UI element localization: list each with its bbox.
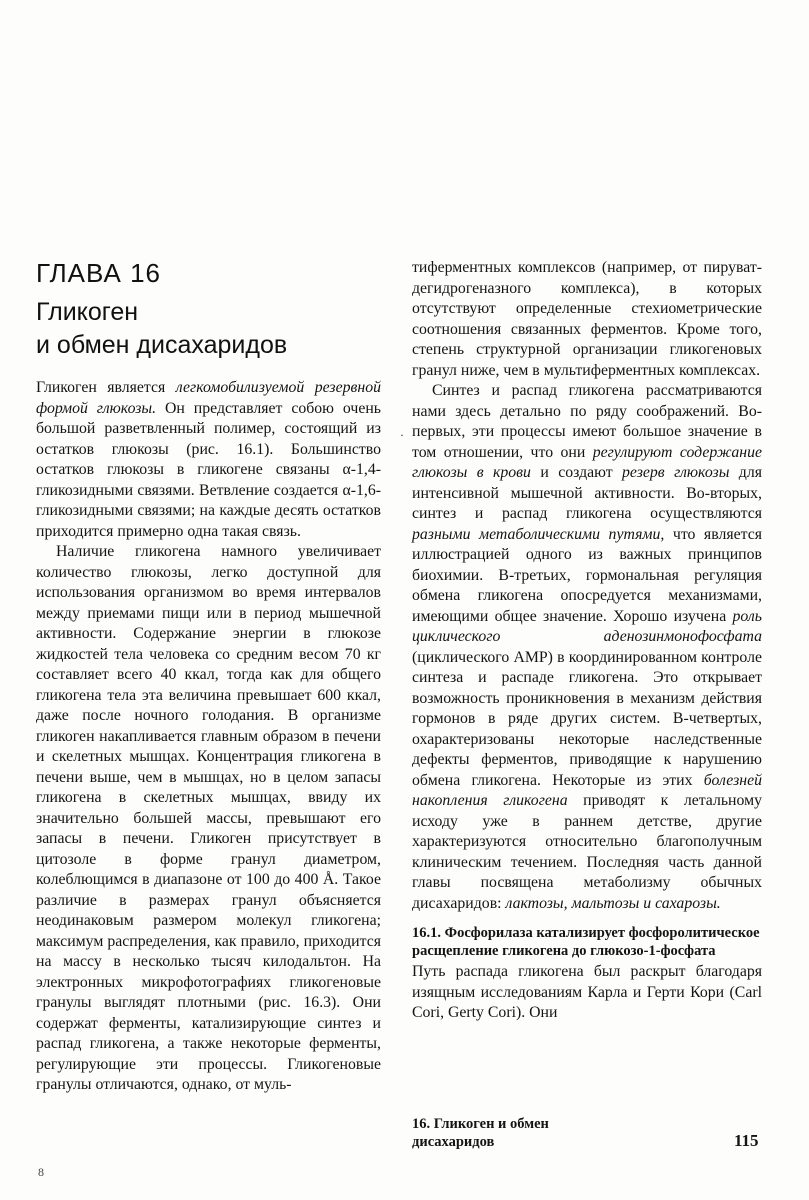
paragraph-glycogen-stores: Наличие гликогена намного увеличивает количество глюкозы, легко доступной для использования организмом во время интервалов между приемами пищи или в период мышечной активности. Содержание энергии в глюкозе жидкостей тела человека со средним весом 70 кг составляет всего 40 ккал, тогда как для общего гликогена тела эта величина превышает 600 ккал, даже после ночного голодания. В организме гликоген накапливается главным образом в печени и скелетных мышцах. Концентрация гликогена в печени выше, чем в мышцах, но в целом запасы гликогена в скелетных мышцах, ввиду их значительно большей массы, превышают его запасы в печени. Гликоген присутствует в цитозоле в форме гранул диаметром, колеблющимся в диапазоне от 100 до 400 Å. Такое различие в размерах гранул объясняется неодинаковым размером молекул гликогена; максимум распределения, как правило, приходится на массу в несколько тысяч килодальтон. На электронных микрофотографиях гликогеновые гранулы выглядят плотными (рис. 16.3). Они содержат ферменты, катализирующие синтез и распад гликогена, а также некоторые ферменты, регулирующие эти процессы. Гликогеновые гранулы отличаются, однако, от муль- — [36, 543, 381, 1093]
running-title: 16. Гликоген и обмен дисахаридов — [412, 1116, 549, 1150]
margin-dot: · — [400, 428, 404, 442]
paragraph-reasons: Синтез и распад гликогена рассматриваются нами здесь детально по ряду соображений. Во-первых, эти процессы имеют большое значение в том отношении, что они регулируют содержание глюкозы в крови и создают резерв глюкозы для интенсивной мышечной активности. Во-вторых, синтез и распад гликогена осуществляются разными метаболическими путями, что является иллюстрацией одного из важных принципов биохимии. В-третьих, гормональная регуляция обмена гликогена опосредуется механизмами, имеющими общее значение. Хорошо изучена роль циклического аденозинмонофосфата (циклического AMP) в координированном контроле синтеза и распаде гликогена. Это открывает возможность проникновения в механизм действия гормонов в ряде других систем. В-четвертых, охарактеризованы некоторые наследственные дефекты ферментов, приводящие к нарушению обмена гликогена. Некоторые из этих болезней накопления гликогена приводят к летальному исходу уже в раннем детстве, другие характеризуются относительно благополучным клиническим течением. Последняя часть данной главы посвящена метаболизму обычных дисахаридов: лактозы, мальтозы и сахарозы. — [412, 382, 762, 912]
paragraph-continuation: тиферментных комплексов (например, от пируват-дегидрогеназного комплекса), в которых отсутствуют определенные стехиометрические соотношения связанных ферментов. Кроме того, степень структурной организации гликогеновых гранул ниже, чем в мультиферментных комплексах. — [412, 259, 762, 379]
margin-mark: 8 — [38, 1165, 44, 1179]
paragraph-cori: Путь распада гликогена был раскрыт благодаря изящным исследованиям Карла и Герти Кори (Carl Cori, Gerty Cori). Они — [412, 963, 762, 1021]
chapter-title-line-2: и обмен дисахаридов — [36, 331, 288, 359]
left-column — [36, 378, 381, 1096]
right-column — [412, 258, 762, 1024]
paragraph-intro: Гликоген является легкомобилизуемой резервной формой глюкозы. Он представляет собою очень большой разветвленный полимер, состоящий из остатков глюкозы (рис. 16.1). Большинство остатков глюкозы в гликогене связаны α-1,4-гликозидными связями. Ветвление создается α-1,6-гликозидными связями; на каждые десять остатков приходится примерно одна такая связь. — [36, 379, 381, 540]
chapter-title-line-1: Гликоген — [36, 298, 139, 326]
chapter-label: ГЛАВА 16 — [36, 258, 161, 288]
page-number: 115 — [734, 1131, 759, 1150]
section-heading: 16.1. Фосфорилаза катализирует фосфоролитическое расщепление гликогена до глюкозо-1-фосфата — [412, 925, 760, 959]
chapter-title — [36, 296, 396, 362]
